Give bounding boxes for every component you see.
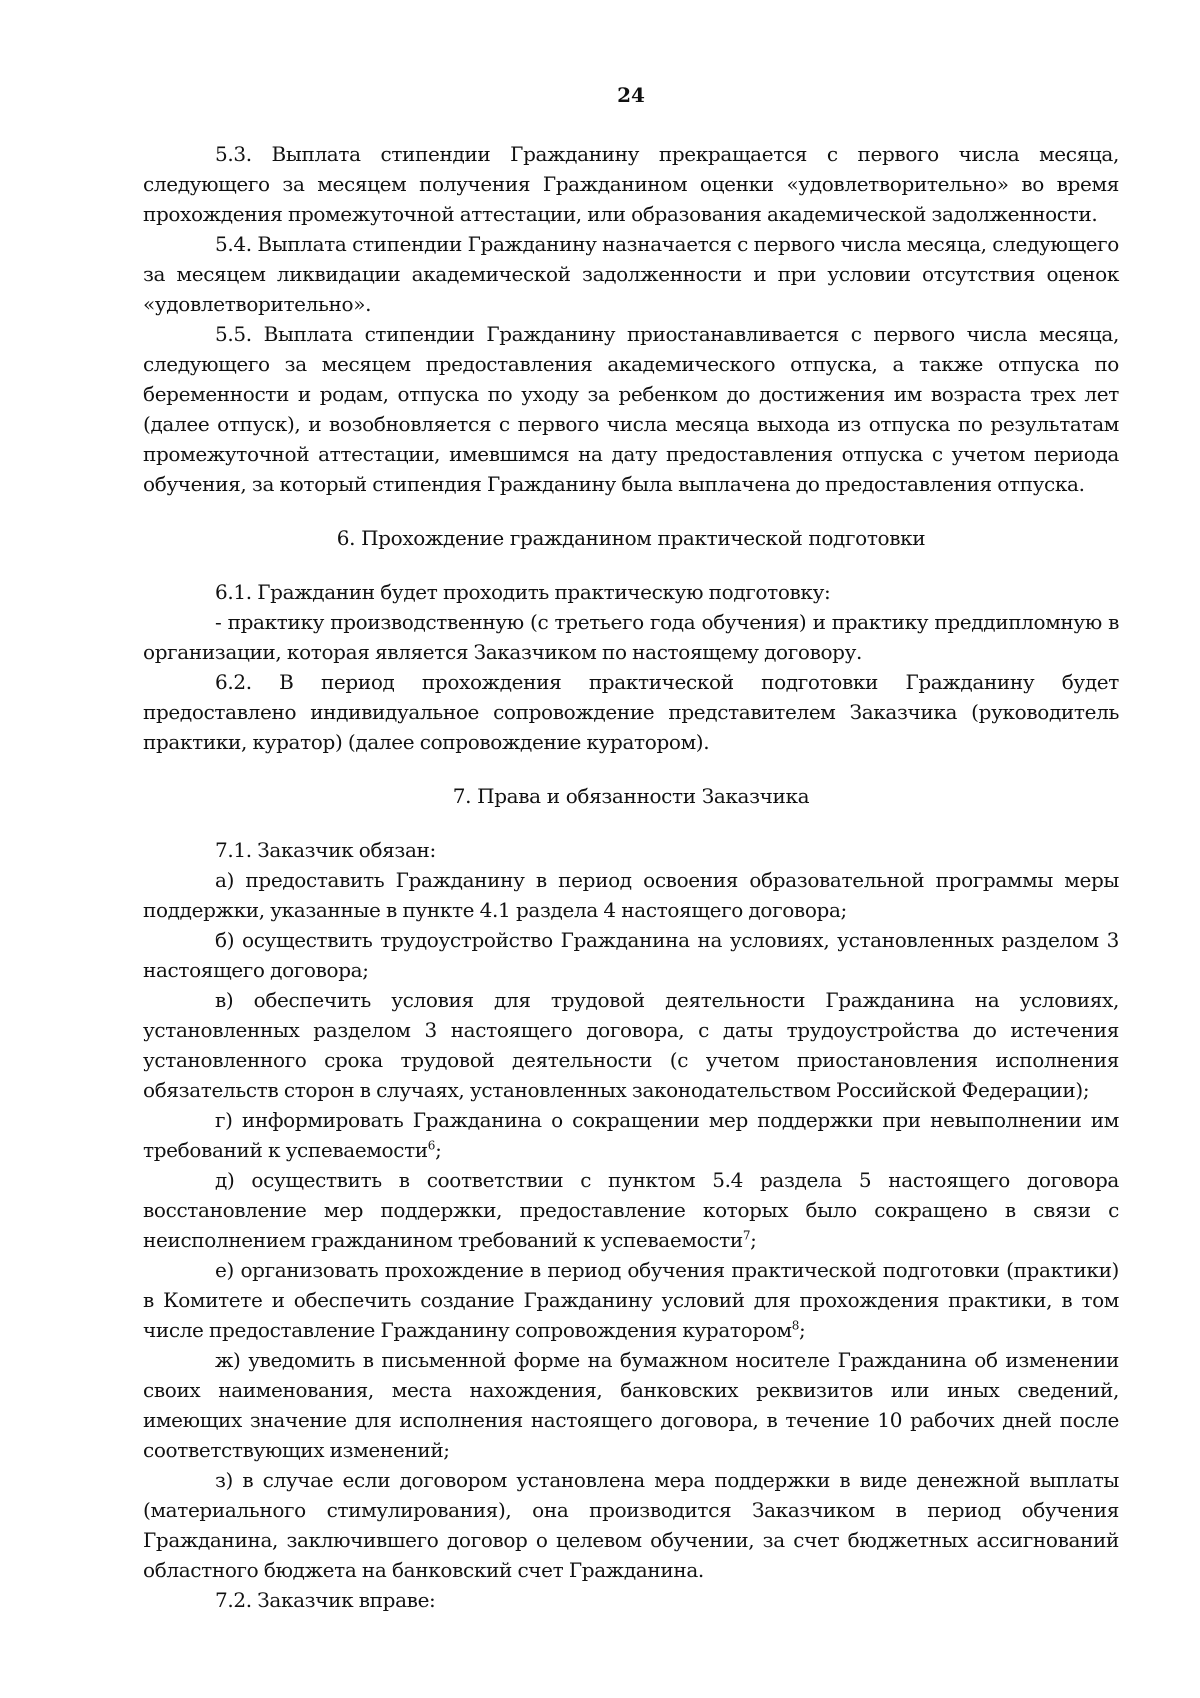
item-d	[143, 1165, 1119, 1255]
item-z: з) в случае если договором установлена мера поддержки в виде денежной выплаты (материального стимулирования), она производится Заказчиком в период обучения Гражданина, заключившего договор о целевом обучении, за счет бюджетных ассигнований областного бюджета на банковский счет Гражданина.	[143, 1468, 1119, 1582]
item-d-end: ;	[750, 1228, 757, 1252]
paragraph-6-1-item: - практику производственную (с третьего года обучения) и практику преддипломную в организации, которая является Заказчиком по настоящему договору.	[143, 610, 1119, 664]
item-g-text: г) информировать Гражданина о сокращении мер поддержки при невыполнении им требований к успеваемости	[143, 1108, 1119, 1162]
paragraph-5-4: 5.4. Выплата стипендии Гражданину назначается с первого числа месяца, следующего за месяцем ликвидации академической задолженности и при условии отсутствия оценок «удовлетворительно».	[143, 232, 1119, 316]
item-b: б) осуществить трудоустройство Гражданина на условиях, установленных разделом 3 настоящего договора;	[143, 928, 1119, 982]
section-gap	[143, 811, 1119, 835]
item-a: а) предоставить Гражданину в период освоения образовательной программы меры поддержки, указанные в пункте 4.1 раздела 4 настоящего договора;	[143, 868, 1119, 922]
paragraph-5-5: 5.5. Выплата стипендии Гражданину приостанавливается с первого числа месяца, следующего за месяцем предоставления академического отпуска, а также отпуска по беременности и родам, отпуска по уходу за ребенком до достижения им возраста трех лет (далее отпуск), и возобновляется с первого числа месяца выхода из отпуска по результатам промежуточной аттестации, имевшимся на дату предоставления отпуска с учетом периода обучения, за который стипендия Гражданину была выплачена до предоставления отпуска.	[143, 322, 1119, 496]
page-number: 24	[617, 83, 645, 107]
paragraph-5-3: 5.3. Выплата стипендии Гражданину прекращается с первого числа месяца, следующего за месяцем получения Гражданином оценки «удовлетворительно» во время прохождения промежуточной аттестации, или образования академической задолженности.	[143, 142, 1119, 226]
footnote-ref-7: 7	[742, 1228, 751, 1243]
item-g	[143, 1105, 1119, 1165]
section-gap	[143, 757, 1119, 781]
paragraph-6-1: 6.1. Гражданин будет проходить практическую подготовку:	[215, 580, 831, 604]
item-e-text: е) организовать прохождение в период обучения практической подготовки (практики) в Комитете и обеспечить создание Гражданину условий для прохождения практики, в том числе предоставление Гражданину сопровождения куратором	[143, 1258, 1119, 1342]
paragraph-7-1: 7.1. Заказчик обязан:	[215, 838, 436, 862]
section-gap	[143, 553, 1119, 577]
section-gap	[143, 499, 1119, 523]
item-g-end: ;	[435, 1138, 442, 1162]
item-e-end: ;	[799, 1318, 806, 1342]
document-page	[143, 70, 1119, 1615]
item-e	[143, 1255, 1119, 1345]
footnote-ref-8: 8	[791, 1318, 799, 1333]
footnote-ref-6: 6	[427, 1138, 436, 1153]
item-d-text: д) осуществить в соответствии с пунктом 5.4 раздела 5 настоящего договора восстановление мер поддержки, предоставление которых было сокращено в связи с неисполнением гражданином требований к успеваемости	[143, 1168, 1119, 1252]
section-7-heading: 7. Права и обязанности Заказчика	[452, 784, 810, 808]
paragraph-7-2: 7.2. Заказчик вправе:	[215, 1588, 436, 1612]
section-6-heading: 6. Прохождение гражданином практической подготовки	[336, 526, 926, 550]
item-v: в) обеспечить условия для трудовой деятельности Гражданина на условиях, установленных разделом 3 настоящего договора, с даты трудоустройства до истечения установленного срока трудовой деятельности (с учетом приостановления исполнения обязательств сторон в случаях, установленных законодательством Российской Федерации);	[143, 988, 1119, 1102]
paragraph-6-2: 6.2. В период прохождения практической подготовки Гражданину будет предоставлено индивидуальное сопровождение представителем Заказчика (руководитель практики, куратор) (далее сопровождение куратором).	[143, 670, 1119, 754]
item-zh: ж) уведомить в письменной форме на бумажном носителе Гражданина об изменении своих наименования, места нахождения, банковских реквизитов или иных сведений, имеющих значение для исполнения настоящего договора, в течение 10 рабочих дней после соответствующих изменений;	[143, 1348, 1119, 1462]
